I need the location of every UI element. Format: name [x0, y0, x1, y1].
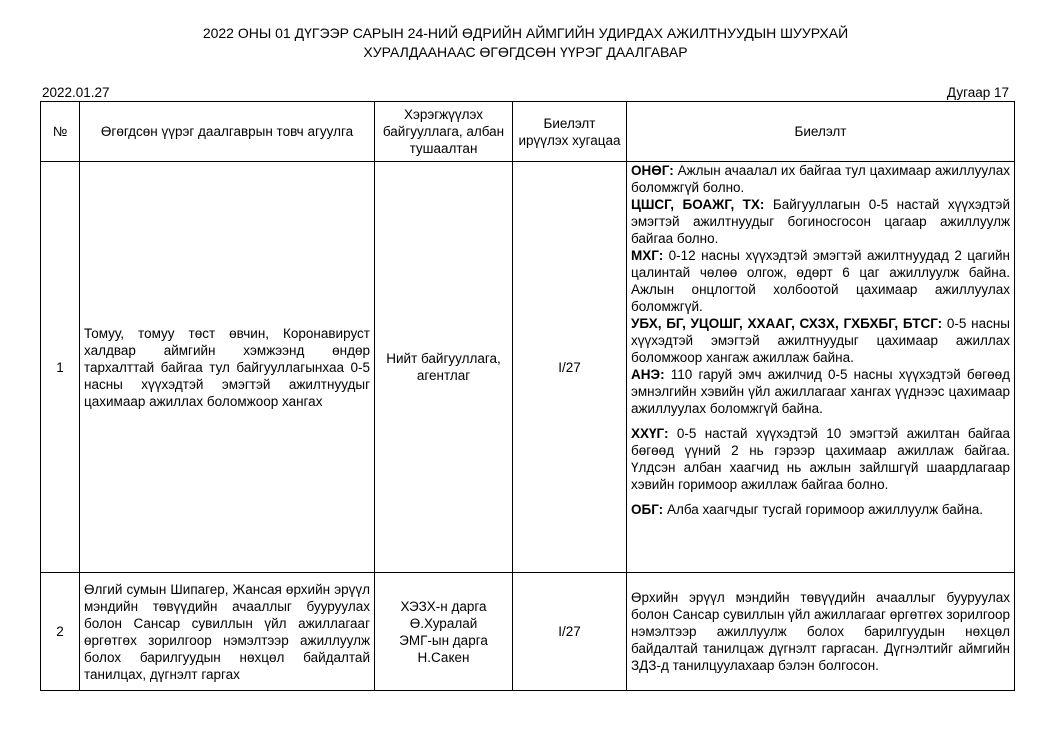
- execution-org: ХХҮГ:: [631, 426, 669, 441]
- execution-item: [631, 425, 1010, 493]
- column-header-description: Өгөгдсөн үүрэг даалгаврын товч агуулга: [80, 102, 375, 162]
- assignments-table: [40, 101, 1015, 691]
- execution-text: 0-5 насны хүүхэдтэй эмэгтэй ажилтнуудыг цахимаар ажиллах боломжоор хангаж ажиллаж байна.: [631, 316, 1010, 365]
- table-header-row: [41, 102, 1015, 162]
- row-deadline: I/27: [513, 573, 627, 691]
- responsible-line: Ө.Хуралай: [409, 615, 478, 631]
- row-number: 2: [41, 573, 80, 691]
- responsible-line: Н.Сакен: [417, 649, 470, 665]
- execution-text: 0-12 насны хүүхэдтэй эмэгтэй ажилтнуудад 2 цагийн цалинтай чөлөө олгож, өдөрт 6 цаг ажиллуулж байна. Ажлын онцлогтой холбоотой цахимаар ажиллуулах боломжгүй.: [631, 248, 1010, 314]
- execution-text: Алба хаагчдыг тусгай горимоор ажиллуулж байна.: [663, 502, 984, 517]
- document-title: [0, 24, 1051, 62]
- row-execution: [627, 162, 1015, 573]
- execution-org: УБХ, БГ, УЦОШГ, ХХААГ, СХЗХ, ГХБХБГ, БТСГ:: [631, 316, 943, 331]
- execution-org: ЦШСГ, БОАЖГ, ТХ:: [631, 197, 765, 212]
- responsible-line: Нийт байгууллага,: [386, 351, 501, 366]
- execution-item: [631, 247, 1010, 315]
- row-description: Өлгий сумын Шипагер, Жансая өрхийн эрүүл мэндийн төвүүдийн ачааллыг бууруулах болон Сансар сувиллын үйл ажиллагааг өргөтгөх зорилгоор нэмэлтээр ажиллуулж болох барилгуудын нөхцөл байдалтай танилцах, дүгнэлт гаргах: [80, 573, 375, 691]
- row-responsible: [375, 573, 513, 691]
- column-header-execution: Биелэлт: [627, 102, 1015, 162]
- title-line-1: 2022 ОНЫ 01 ДҮГЭЭР САРЫН 24-НИЙ ӨДРИЙН АЙМГИЙН УДИРДАХ АЖИЛТНУУДЫН ШУУРХАЙ: [202, 25, 849, 41]
- execution-text: Байгууллагын 0-5 настай хүүхэдтэй эмэгтэй ажилтнуудыг богиносгосон цагаар ажиллуулж байгаа болно.: [631, 197, 1010, 246]
- column-header-deadline: Биелэлт ирүүлэх хугацаа: [513, 102, 627, 162]
- title-line-2: ХУРАЛДААНААС ӨГӨГДСӨН ҮҮРЭГ ДААЛГАВАР: [363, 44, 688, 60]
- execution-text: 110 гаруй эмч ажилчид 0-5 насны хүүхэдтэй бөгөөд эмнэлгийн хэвийн үйл ажиллагааг хангах үүднээс цахимаар ажиллуулах боломжгүй байна.: [631, 367, 1010, 416]
- document-date: 2022.01.27: [42, 85, 110, 100]
- document-number: Дугаар 17: [946, 85, 1009, 100]
- table-row: [41, 573, 1015, 691]
- row-deadline: I/27: [513, 162, 627, 573]
- row-responsible: [375, 162, 513, 573]
- column-header-number: №: [41, 102, 80, 162]
- execution-item: [631, 315, 1010, 366]
- execution-text: 0-5 настай хүүхэдтэй 10 эмэгтэй ажилтан байгаа бөгөөд үүний 2 нь гэрээр цахимаар ажиллаж байгаа. Үлдсэн албан хаагчид нь ажлын зайлшгүй шаардлагаар хэвийн горимоор ажиллаж байгаа болно.: [631, 426, 1010, 492]
- row-number: 1: [41, 162, 80, 573]
- row-description: Томуу, томуу төст өвчин, Коронавируст халдвар аймгийн хэмжээнд өндөр тархалттай байгаа тул байгууллагынхаа 0-5 насны хүүхэдтэй эмэгтэй ажилтнуудыг цахимаар ажиллах боломжоор хангах: [80, 162, 375, 573]
- execution-org: ОНӨГ:: [631, 163, 674, 178]
- responsible-line: агентлаг: [416, 368, 471, 383]
- table-row: [41, 162, 1015, 573]
- execution-item: [631, 501, 1010, 518]
- row-execution: Өрхийн эрүүл мэндийн төвүүдийн ачааллыг бууруулах болон Сансар сувиллын үйл ажиллагааг өргөтгөх зорилгоор нэмэлтээр ажиллуулж болох барилгуудын нөхцөл байдалтай танилцаж дүгнэлт гаргасан. Дүгнэлтийг аймгийн ЗДЗ-д танилцуулахаар бэлэн болгосон.: [627, 573, 1015, 691]
- execution-item: [631, 196, 1010, 247]
- execution-item: [631, 162, 1010, 196]
- execution-org: ОБГ:: [631, 502, 664, 517]
- column-header-responsible: Хэрэгжүүлэх байгууллага, албан тушаалтан: [375, 102, 513, 162]
- execution-org: АНЭ:: [631, 367, 665, 382]
- execution-item: [631, 366, 1010, 417]
- execution-org: МХГ:: [631, 248, 664, 263]
- responsible-line: ХЭЗХ-н дарга: [400, 598, 487, 614]
- execution-text: Ажлын ачаалал их байгаа тул цахимаар ажиллуулах боломжгүй болно.: [631, 163, 1010, 195]
- responsible-line: ЭМГ-ын дарга: [399, 632, 488, 648]
